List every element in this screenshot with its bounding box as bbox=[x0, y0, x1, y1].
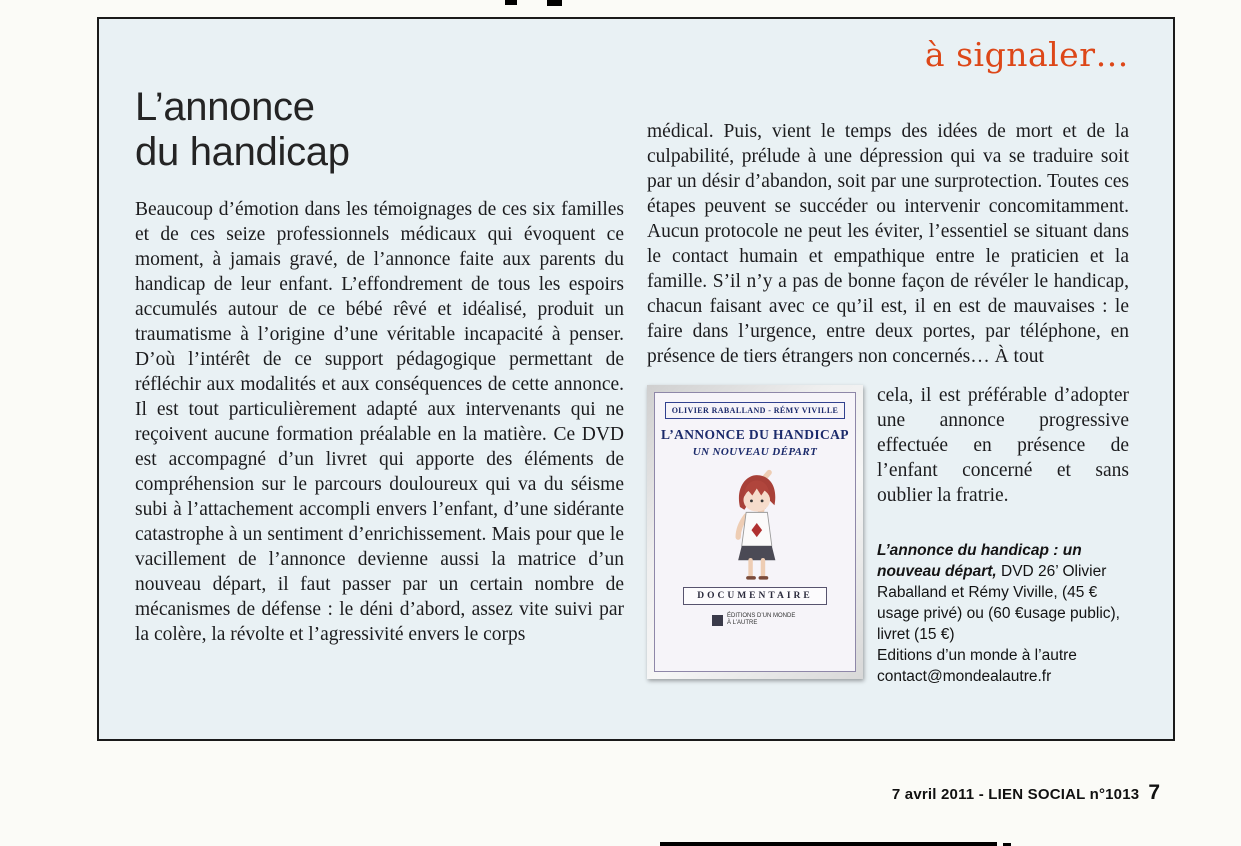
caption-publisher: Editions d’un monde à l’autre bbox=[877, 647, 1077, 664]
footer-issue-line: 7 avril 2011 - LIEN SOCIAL n°1013 bbox=[891, 786, 1140, 803]
article-text-column1: Beaucoup d’émotion dans les témoignages de ces six familles et de ces seize professionnels médicaux qui évoquent ce moment, à jamais gravé, de l’annonce faite aux parents du handicap de leur enfant. L’effondrement de tous les espoirs accumulés autour de ce bébé rêvé et idéalisé, produit un traumatisme à l’origine d’une véritable incapacité à penser. D’où l’intérêt de ce support pédagogique permettant de réfléchir aux modalités et aux conséquences de cette annonce. Il est tout particulièrement adapté aux intervenants qui ne reçoivent aucune formation préalable en la matière. Ce DVD est accompagné d’un livret qui apporte des éléments de compréhension sur le parcours douloureux qui va du séisme subi à l’attachement accompli envers l’enfant, d’une sidérante catastrophe à un sentiment d’enrichissement. Mais pour que le vacillement de l’annonce devienne aussi la matrice d’un nouveau départ, il faut passer par un certain nombre de mécanismes de défense : le déni d’abord, assez vite suivi par la colère, la révolte et l’agressivité envers le corps bbox=[135, 198, 624, 645]
caption-contact-email: contact@mondealautre.fr bbox=[877, 668, 1052, 685]
scan-artifact bbox=[505, 0, 517, 5]
page-footer bbox=[0, 781, 1160, 805]
caption-work-title: L’annonce du handicap : un nouveau départ, bbox=[877, 542, 1082, 580]
article-frame bbox=[97, 17, 1175, 741]
dvd-publisher-block bbox=[712, 613, 798, 627]
right-column bbox=[647, 119, 1129, 687]
dvd-cover-photo bbox=[647, 385, 863, 679]
article-title bbox=[135, 85, 624, 175]
left-column bbox=[135, 85, 624, 647]
article-text-column2-wrap: cela, il est préférable d’adopter une annonce progressive effectuée en présence de l’enfant concerné et sans oublier la fratrie. bbox=[877, 385, 1129, 506]
dvd-title: L’ANNONCE DU HANDICAP bbox=[661, 427, 849, 442]
dvd-publisher-name: ÉDITIONS D’UN MONDE À L’AUTRE bbox=[727, 613, 796, 626]
scan-artifact bbox=[547, 0, 562, 6]
section-label: à signaler… bbox=[924, 35, 1129, 74]
dvd-subtitle: UN NOUVEAU DÉPART bbox=[692, 446, 818, 458]
publisher-logo-icon bbox=[712, 615, 723, 626]
manga-girl-illustration bbox=[705, 460, 805, 586]
caption-details: DVD 26’ Olivier Raballand et Rémy Viville, (45 € usage privé) ou (60 €usage public), livret (15 €) bbox=[877, 563, 1120, 643]
dvd-cover bbox=[654, 392, 856, 672]
article-title-line1: L’annonce bbox=[135, 85, 315, 129]
article-text-column2: médical. Puis, vient le temps des idées de mort et de la culpabilité, prélude à une dépression qui va se traduire soit par un désir d’abandon, soit par une surprotection. Toutes ces étapes peuvent se succéder ou intervenir concomitamment. Aucun protocole ne peut les éviter, l’essentiel se situant dans le contact humain et empathique entre le praticien et la famille. S’il n’y a pas de bonne façon de révéler le handicap, chacun faisant avec ce qu’il est, il en est de mauvaises : le faire dans l’urgence, entre deux portes, par téléphone, en présence de tiers étrangers non concernés… À tout bbox=[647, 121, 1129, 367]
dvd-genre-label: DOCUMENTAIRE bbox=[683, 587, 827, 605]
dvd-authors: OLIVIER RABALLAND - RÉMY VIVILLE bbox=[665, 402, 845, 419]
page-number: 7 bbox=[1148, 781, 1160, 804]
scan-artifact bbox=[660, 842, 997, 846]
article-title-line2: du handicap bbox=[135, 129, 350, 174]
